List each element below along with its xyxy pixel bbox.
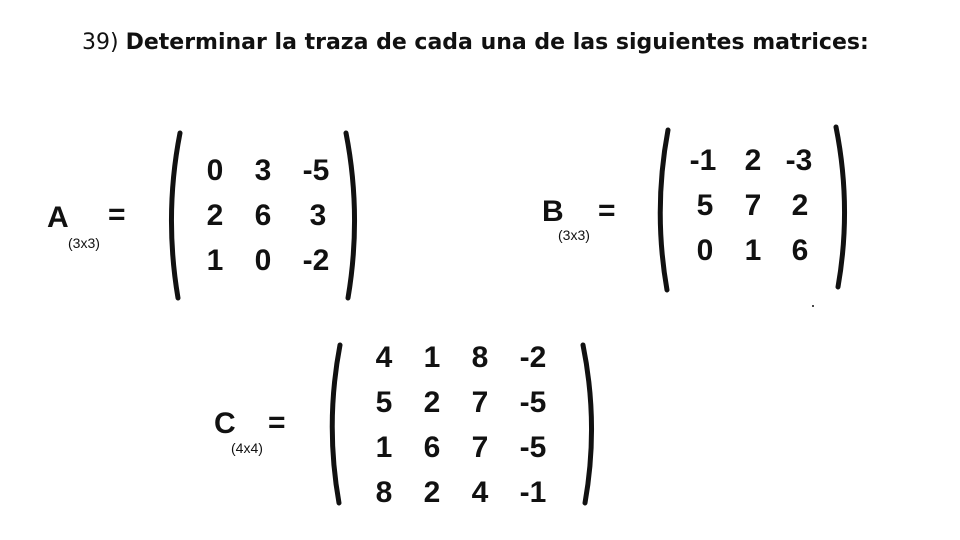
- matrix-c-cell: -5: [519, 431, 547, 464]
- matrix-b-cell: -3: [785, 144, 813, 177]
- matrix-a-cell: 0: [206, 154, 224, 187]
- matrix-a-cell: -2: [302, 244, 330, 277]
- matrix-c-name: C: [214, 407, 236, 440]
- matrix-c-cell: 1: [423, 341, 441, 374]
- matrix-b-dims: (3x3): [558, 227, 590, 243]
- matrix-a-cell: 3: [309, 199, 327, 232]
- matrix-c-cell: 5: [375, 386, 393, 419]
- matrix-c-cell: -1: [519, 476, 547, 509]
- matrix-c-cell: -2: [519, 341, 547, 374]
- matrix-a-cell: -5: [302, 154, 330, 187]
- matrix-b-right-bracket: [826, 122, 856, 292]
- matrix-a-cell: 1: [206, 244, 224, 277]
- problem-title: [82, 30, 869, 55]
- matrix-b-cell: 2: [791, 189, 809, 222]
- matrix-b-cell: -1: [689, 144, 717, 177]
- problem-number: 39): [82, 30, 119, 55]
- matrix-c-cell: 2: [423, 386, 441, 419]
- matrix-b-name: B: [542, 195, 564, 228]
- matrix-b-cell: 5: [696, 189, 714, 222]
- matrix-c-equals: =: [268, 406, 286, 439]
- matrix-a-dims: (3x3): [68, 235, 100, 251]
- matrix-a-name: A: [47, 201, 69, 234]
- matrix-a-cell: 6: [254, 199, 272, 232]
- matrix-c-cell: 4: [471, 476, 489, 509]
- matrix-a-cell: 2: [206, 199, 224, 232]
- matrix-b-cell: 2: [744, 144, 762, 177]
- problem-statement: Determinar la traza de cada una de las siguientes matrices:: [125, 30, 869, 55]
- matrix-b-cell: 7: [744, 189, 762, 222]
- stray-dot: [812, 305, 814, 307]
- matrix-a-cell: 3: [254, 154, 272, 187]
- matrix-c-dims: (4x4): [231, 440, 263, 456]
- matrix-c-cell: 8: [471, 341, 489, 374]
- matrix-a-equals: =: [108, 198, 126, 231]
- matrix-c-cell: 4: [375, 341, 393, 374]
- matrix-c-cell: 8: [375, 476, 393, 509]
- matrix-b-equals: =: [598, 194, 616, 227]
- matrix-b-cell: 1: [744, 234, 762, 267]
- matrix-c-cell: 7: [471, 431, 489, 464]
- matrix-c-left-bracket: [322, 340, 352, 508]
- matrix-c-right-bracket: [573, 340, 603, 508]
- matrix-c-cell: -5: [519, 386, 547, 419]
- matrix-a-cell: 0: [254, 244, 272, 277]
- matrix-c-cell: 1: [375, 431, 393, 464]
- matrix-b-cell: 6: [791, 234, 809, 267]
- matrix-b-cell: 0: [696, 234, 714, 267]
- matrix-c-cell: 6: [423, 431, 441, 464]
- matrix-c-cell: 2: [423, 476, 441, 509]
- matrix-c-cell: 7: [471, 386, 489, 419]
